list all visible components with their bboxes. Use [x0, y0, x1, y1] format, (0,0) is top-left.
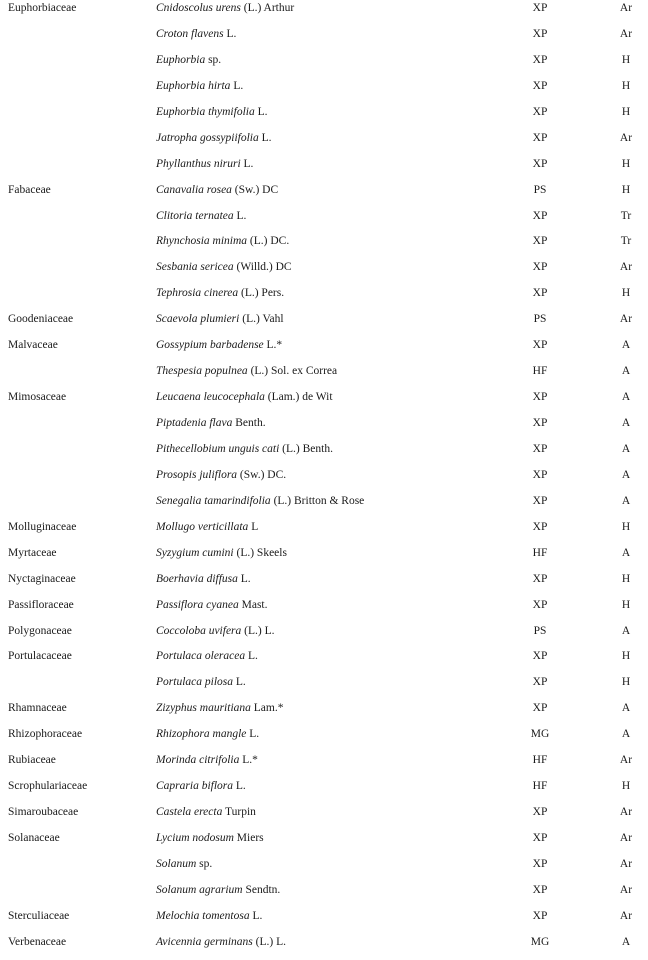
species-cell	[156, 390, 333, 404]
species-name: Phyllanthus niruri	[156, 157, 241, 170]
habitat-cell: XP	[532, 520, 548, 533]
species-name: Pithecellobium unguis cati	[156, 442, 280, 455]
species-name: Castela erecta	[156, 806, 223, 819]
table-row	[0, 830, 648, 856]
species-authority: L.*	[263, 339, 283, 352]
species-cell	[156, 468, 286, 482]
table-row	[0, 78, 648, 104]
species-name: Thespesia populnea	[156, 365, 248, 378]
family-cell: Rhizophoraceae	[8, 728, 83, 741]
life-form-cell: A	[621, 935, 631, 948]
habitat-cell: XP	[532, 883, 548, 896]
species-name: Rhizophora mangle	[156, 728, 247, 741]
family-cell: Portulacaceae	[8, 650, 72, 663]
habitat-cell: XP	[532, 806, 548, 819]
life-form-cell: Ar	[619, 857, 633, 870]
family-cell: Rhamnaceae	[8, 702, 67, 715]
life-form-cell: Ar	[619, 883, 633, 896]
habitat-cell: PS	[533, 624, 547, 637]
table-row	[0, 597, 648, 623]
table-row	[0, 0, 648, 26]
species-authority: (L.) Sol. ex Correa	[247, 365, 338, 378]
habitat-cell: XP	[532, 53, 548, 66]
table-row	[0, 700, 648, 726]
species-name: Clitoria ternatea	[156, 209, 234, 222]
habitat-cell: XP	[532, 598, 548, 611]
life-form-cell: A	[621, 546, 631, 559]
species-name: Leucaena leucocephala	[156, 391, 265, 404]
species-authority: Sendtn.	[242, 883, 281, 896]
species-cell	[156, 546, 287, 560]
species-name: Euphorbia	[156, 53, 206, 66]
life-form-cell: A	[621, 365, 631, 378]
species-cell	[156, 79, 243, 93]
table-row	[0, 104, 648, 130]
species-authority: (L.) DC.	[247, 235, 290, 248]
species-cell	[156, 805, 256, 819]
life-form-cell: A	[621, 442, 631, 455]
habitat-cell: XP	[532, 105, 548, 118]
table-row	[0, 648, 648, 674]
species-name: Euphorbia thymifolia	[156, 105, 255, 118]
species-authority: L.	[258, 131, 272, 144]
species-cell	[156, 831, 264, 845]
species-name: Cnidoscolus urens	[156, 2, 241, 14]
habitat-cell: PS	[533, 313, 547, 326]
species-authority: (L.) Skeels	[233, 546, 287, 559]
species-authority: (L.) Arthur	[240, 2, 295, 14]
table-row	[0, 311, 648, 337]
life-form-cell: Tr	[620, 209, 632, 222]
habitat-cell: XP	[532, 442, 548, 455]
life-form-cell: H	[621, 520, 631, 533]
species-cell	[156, 157, 253, 171]
life-form-cell: Ar	[619, 27, 633, 40]
species-cell	[156, 727, 259, 741]
species-name: Sesbania sericea	[156, 261, 234, 274]
species-authority: L.	[233, 780, 246, 793]
species-authority: L.	[240, 157, 254, 170]
habitat-cell: XP	[532, 235, 548, 248]
species-authority: L.	[246, 728, 260, 741]
species-cell	[156, 260, 292, 274]
species-cell	[156, 53, 221, 67]
table-row	[0, 545, 648, 571]
species-cell	[156, 572, 251, 586]
table-row	[0, 778, 648, 804]
species-cell	[156, 935, 286, 949]
species-authority: (L.) Vahl	[239, 313, 284, 326]
species-authority: L.	[230, 79, 244, 92]
species-name: Melochia tomentosa	[156, 909, 250, 922]
species-name: Piptadenia flava	[156, 417, 233, 429]
family-cell: Passifloraceae	[8, 598, 74, 611]
life-form-cell: H	[621, 157, 631, 170]
life-form-cell: A	[621, 494, 631, 507]
species-name: Solanum	[156, 857, 197, 870]
life-form-cell: H	[621, 79, 631, 92]
life-form-cell: H	[621, 650, 631, 663]
species-authority: (Sw.) DC.	[237, 468, 287, 481]
species-name: Morinda citrifolia	[156, 754, 240, 767]
table-row	[0, 208, 648, 234]
species-name: Mollugo verticillata	[156, 520, 249, 533]
habitat-cell: PS	[533, 183, 547, 196]
species-name: Tephrosia cinerea	[156, 287, 239, 300]
habitat-cell: HF	[532, 754, 548, 767]
habitat-cell: XP	[532, 157, 548, 170]
species-authority: L.	[237, 572, 251, 585]
habitat-cell: HF	[532, 365, 548, 378]
species-authority: L.	[249, 909, 263, 922]
table-row	[0, 52, 648, 78]
species-authority: (Willd.) DC	[233, 261, 292, 274]
life-form-cell: Ar	[619, 832, 633, 844]
species-name: Coccoloba uvifera	[156, 624, 242, 637]
table-row	[0, 259, 648, 285]
species-cell	[156, 779, 246, 793]
table-row	[0, 441, 648, 467]
species-authority: sp.	[196, 857, 213, 870]
table-row	[0, 908, 648, 934]
species-cell	[156, 649, 258, 663]
habitat-cell: XP	[532, 857, 548, 870]
species-cell	[156, 312, 284, 326]
species-authority: Benth.	[232, 417, 266, 429]
species-cell	[156, 753, 258, 767]
species-name: Avicennia germinans	[156, 935, 253, 948]
table-row	[0, 26, 648, 52]
habitat-cell: XP	[532, 417, 548, 429]
family-cell: Rubiaceae	[8, 754, 56, 767]
life-form-cell: H	[621, 183, 631, 196]
life-form-cell: Ar	[619, 261, 633, 274]
species-cell	[156, 598, 267, 612]
habitat-cell: XP	[532, 832, 548, 844]
life-form-cell: A	[621, 468, 631, 481]
species-name: Croton flavens	[156, 27, 224, 40]
life-form-cell: H	[621, 53, 631, 66]
habitat-cell: XP	[532, 909, 548, 922]
life-form-cell: H	[621, 598, 631, 611]
family-cell: Myrtaceae	[8, 546, 57, 559]
habitat-cell: XP	[532, 391, 548, 404]
species-authority: L.	[233, 209, 247, 222]
life-form-cell: Ar	[619, 909, 633, 922]
species-cell	[156, 675, 246, 689]
species-name: Canavalia rosea	[156, 183, 232, 196]
species-authority: L.	[223, 27, 237, 40]
species-name: Prosopis juliflora	[156, 468, 238, 481]
table-row	[0, 934, 648, 960]
family-cell: Polygonaceae	[8, 624, 72, 637]
life-form-cell: Ar	[619, 806, 633, 819]
habitat-cell: XP	[532, 131, 548, 144]
life-form-cell: A	[621, 702, 631, 715]
species-name: Scaevola plumieri	[156, 313, 240, 326]
habitat-cell: XP	[532, 468, 548, 481]
habitat-cell: XP	[532, 676, 548, 689]
table-row	[0, 571, 648, 597]
table-row	[0, 389, 648, 415]
species-name: Portulaca pilosa	[156, 676, 233, 689]
species-authority: (L.) Pers.	[238, 287, 285, 300]
species-cell	[156, 701, 283, 715]
species-authority: Mast.	[238, 598, 268, 611]
table-row	[0, 493, 648, 519]
life-form-cell: H	[621, 676, 631, 689]
habitat-cell: MG	[530, 728, 550, 741]
habitat-cell: XP	[532, 287, 548, 300]
species-cell	[156, 183, 278, 197]
life-form-cell: H	[621, 572, 631, 585]
life-form-cell: H	[621, 105, 631, 118]
species-cell	[156, 338, 282, 352]
species-name: Zizyphus mauritiana	[156, 702, 251, 715]
life-form-cell: Tr	[620, 235, 632, 248]
species-cell	[156, 857, 212, 871]
species-authority: (Lam.) de Wit	[264, 391, 333, 404]
species-name: Boerhavia diffusa	[156, 572, 238, 585]
species-authority: sp.	[205, 53, 222, 66]
table-row	[0, 804, 648, 830]
species-name: Senegalia tamarindifolia	[156, 494, 271, 507]
species-cell	[156, 1, 294, 15]
table-row	[0, 415, 648, 441]
family-cell: Verbenaceae	[8, 935, 67, 948]
species-cell	[156, 442, 333, 456]
life-form-cell: A	[621, 391, 631, 404]
species-name: Jatropha gossypiifolia	[156, 131, 259, 144]
habitat-cell: XP	[532, 209, 548, 222]
life-form-cell: A	[621, 417, 631, 429]
table-row	[0, 182, 648, 208]
family-cell: Goodeniaceae	[8, 313, 74, 326]
table-row	[0, 752, 648, 778]
habitat-cell: HF	[532, 780, 548, 793]
family-cell: Nyctaginaceae	[8, 572, 76, 585]
life-form-cell: Ar	[619, 754, 633, 767]
table-row	[0, 130, 648, 156]
family-cell: Malvaceae	[8, 339, 58, 352]
table-row	[0, 467, 648, 493]
species-cell	[156, 364, 337, 378]
species-authority: Miers	[233, 832, 264, 844]
life-form-cell: Ar	[619, 313, 633, 326]
species-cell	[156, 286, 284, 300]
habitat-cell: XP	[532, 339, 548, 352]
habitat-cell: XP	[532, 494, 548, 507]
table-row	[0, 233, 648, 259]
table-row	[0, 337, 648, 363]
species-authority: (L.) Britton & Rose	[270, 494, 365, 507]
table-row	[0, 674, 648, 700]
species-name: Passiflora cyanea	[156, 598, 239, 611]
family-cell: Fabaceae	[8, 183, 51, 196]
life-form-cell: A	[621, 339, 631, 352]
species-authority: L	[248, 520, 259, 533]
habitat-cell: XP	[532, 261, 548, 274]
species-cell	[156, 416, 266, 430]
species-name: Rhynchosia minima	[156, 235, 248, 248]
habitat-cell: XP	[532, 27, 548, 40]
species-name: Gossypium barbadense	[156, 339, 264, 352]
species-authority: Lam.*	[250, 702, 284, 715]
species-cell	[156, 234, 289, 248]
table-row	[0, 156, 648, 182]
life-form-cell: Ar	[619, 2, 633, 14]
species-cell	[156, 494, 364, 508]
species-cell	[156, 27, 236, 41]
species-name: Euphorbia hirta	[156, 79, 231, 92]
species-authority: L.	[233, 676, 246, 689]
species-authority: (L.) Benth.	[279, 442, 333, 455]
family-cell: Solanaceae	[8, 832, 60, 844]
family-cell: Mimosaceae	[8, 391, 67, 404]
table-row	[0, 519, 648, 545]
species-name: Syzygium cumini	[156, 546, 234, 559]
species-authority: (Sw.) DC	[231, 183, 279, 196]
family-cell: Sterculiaceae	[8, 909, 70, 922]
species-cell	[156, 131, 272, 145]
table-row	[0, 856, 648, 882]
life-form-cell: A	[621, 624, 631, 637]
habitat-cell: MG	[530, 935, 550, 948]
species-cell	[156, 209, 246, 223]
habitat-cell: XP	[532, 79, 548, 92]
species-name: Solanum agrarium	[156, 883, 243, 896]
species-name: Portulaca oleracea	[156, 650, 246, 663]
table-row	[0, 623, 648, 649]
table-row	[0, 882, 648, 908]
table-row	[0, 285, 648, 311]
species-name: Capraria biflora	[156, 780, 234, 793]
species-authority: L.	[245, 650, 258, 663]
habitat-cell: XP	[532, 2, 548, 14]
family-cell: Euphorbiaceae	[8, 2, 77, 14]
habitat-cell: XP	[532, 572, 548, 585]
species-cell	[156, 909, 262, 923]
habitat-cell: XP	[532, 702, 548, 715]
life-form-cell: H	[621, 780, 631, 793]
species-authority: L.	[254, 105, 268, 118]
life-form-cell: Ar	[619, 131, 633, 144]
species-authority: L.*	[239, 754, 258, 767]
species-cell	[156, 624, 275, 638]
habitat-cell: XP	[532, 650, 548, 663]
table-row	[0, 363, 648, 389]
family-cell: Molluginaceae	[8, 520, 77, 533]
species-cell	[156, 883, 280, 897]
life-form-cell: A	[621, 728, 631, 741]
species-authority: Turpin	[222, 806, 256, 819]
species-authority: (L.) L.	[252, 935, 286, 948]
family-cell: Scrophulariaceae	[8, 780, 88, 793]
species-cell	[156, 520, 258, 534]
family-cell: Simaroubaceae	[8, 806, 79, 819]
table-row	[0, 726, 648, 752]
life-form-cell: H	[621, 287, 631, 300]
species-authority: (L.) L.	[241, 624, 275, 637]
species-cell	[156, 105, 268, 119]
habitat-cell: HF	[532, 546, 548, 559]
species-name: Lycium nodosum	[156, 832, 234, 844]
